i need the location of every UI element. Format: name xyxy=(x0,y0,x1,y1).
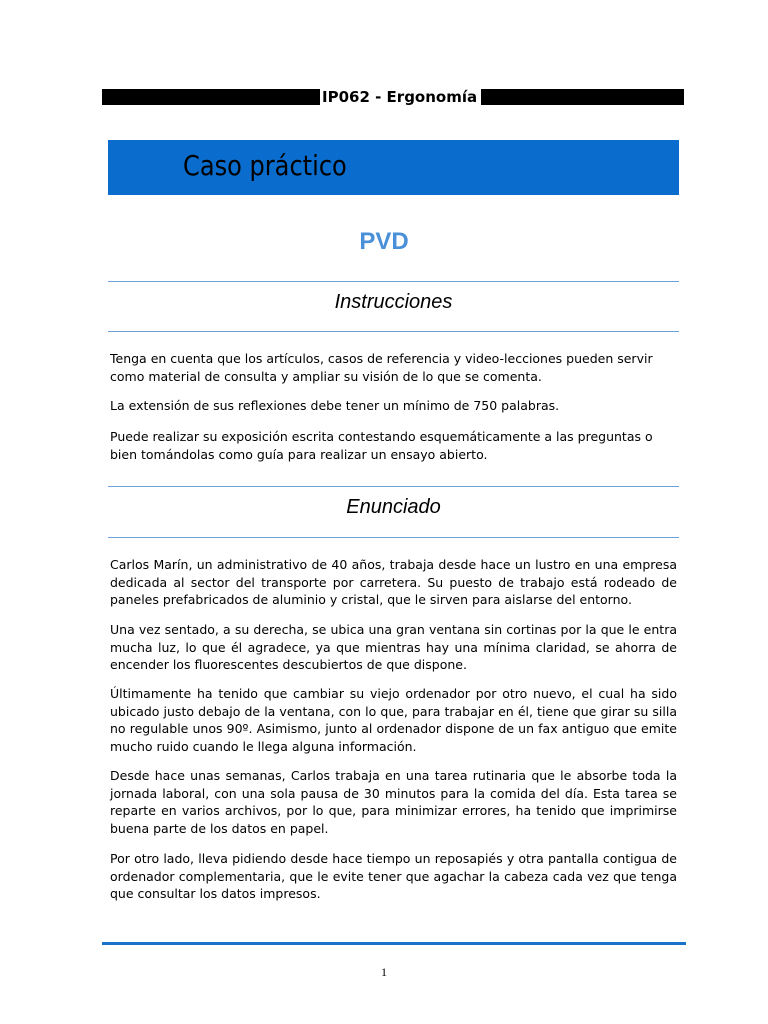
paragraph: Una vez sentado, a su derecha, se ubica una gran ventana sin cortinas por la que le entra mucha luz, lo que él agradece, ya que mientras hay una mínima claridad, se ahorra de encender los fluorescentes descubiertos de que dispone. xyxy=(110,622,677,672)
paragraph: Puede realizar su exposición escrita contestando esquemáticamente a las preguntas o bien tomándolas como guía para realizar un ensayo abierto. xyxy=(110,429,653,462)
section-divider xyxy=(108,331,679,332)
section-heading-enunciado: Enunciado xyxy=(346,496,441,518)
paragraph: Tenga en cuenta que los artículos, casos de referencia y video-lecciones pueden servir como material de consulta y ampliar su visión de lo que se comenta. xyxy=(110,351,653,384)
paragraph: La extensión de sus reflexiones debe tener un mínimo de 750 palabras. xyxy=(110,398,560,413)
course-code-header: IP062 - Ergonomía xyxy=(320,88,481,106)
paragraph: Carlos Marín, un administrativo de 40 años, trabaja desde hace un lustro en una empresa dedicada al sector del transporte por carretera. Su puesto de trabajo está rodeado de paneles prefabricados de aluminio y cristal, que le sirven para aislarse del entorno. xyxy=(110,557,677,607)
paragraph: Últimamente ha tenido que cambiar su viejo ordenador por otro nuevo, el cual ha sido ubicado justo debajo de la ventana, con lo que, para trabajar en él, tiene que girar su silla no regulable unos 90º. Asimismo, junto al ordenador dispone de un fax antiguo que emite mucho ruido cuando le llega alguna información. xyxy=(110,686,677,754)
document-title: Caso práctico xyxy=(183,149,347,182)
section-divider xyxy=(108,486,679,487)
section-divider xyxy=(108,281,679,282)
section-heading-instrucciones: Instrucciones xyxy=(334,291,453,313)
page-number: 1 xyxy=(381,965,387,979)
paragraph: Desde hace unas semanas, Carlos trabaja en una tarea rutinaria que le absorbe toda la jornada laboral, con una sola pausa de 30 minutos para la comida del día. Esta tarea se reparte en varios archivos, por lo que, para minimizar errores, ha tenido que imprimirse buena parte de los datos en papel. xyxy=(110,768,677,836)
paragraph: Por otro lado, lleva pidiendo desde hace tiempo un reposapiés y otra pantalla contigua de ordenador complementaria, que le evite tener que agachar la cabeza cada vez que tenga que consultar los datos impresos. xyxy=(110,851,677,901)
footer-divider xyxy=(102,942,686,945)
document-subtitle: PVD xyxy=(359,228,409,255)
section-divider xyxy=(108,537,679,538)
